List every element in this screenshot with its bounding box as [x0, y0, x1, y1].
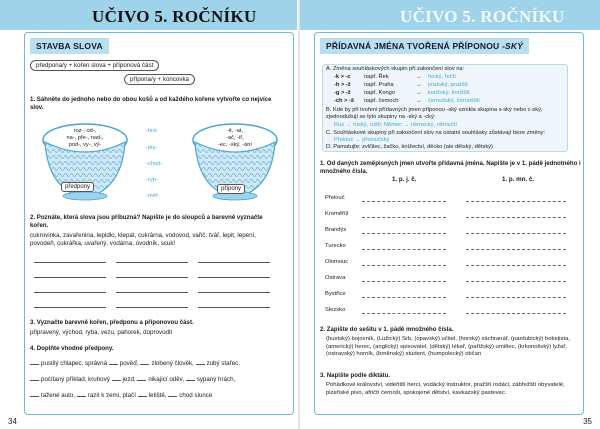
basket-right-words: -it, -at, -ač, -íř, -ec, -ský, -ání — [218, 128, 252, 148]
grammar-rule-c-example: Přelouč → přeloučský — [334, 137, 390, 143]
left-page-number: 34 — [8, 417, 17, 426]
answer-line-plural[interactable] — [466, 281, 566, 282]
grammar-rule-b-example: Rus → ruský, ruští; Němec → německý, němečtí — [334, 122, 457, 128]
right-question-3: 3. Napište podle diktátu. — [320, 372, 391, 379]
right-section-title: PŘÍDAVNÁ JMÉNA TVOŘENÁ PŘÍPONOU -SKÝ — [320, 38, 529, 54]
formula-box-1: předpona/y + kořen slova + příponová část — [30, 60, 159, 71]
left-question-3-words: připravený, východ, ryba, vezu, pahorek, doprovodit — [30, 329, 173, 336]
left-page-title: UČIVO 5. ROČNÍKU — [92, 7, 257, 26]
place-name: Ostrava — [325, 275, 346, 281]
answer-line-plural[interactable] — [466, 249, 566, 250]
grammar-row-4: -ch > -š např. čemoch → černošský, černošští — [334, 98, 480, 104]
root-word-2: -pis- — [146, 145, 158, 151]
left-question-3: 3. Vyznačte barevně kořen, předponu a příponovou část. — [30, 319, 194, 326]
left-question-1: 1. Sáhněte do jednoho nebo do obou košů a od každého kořene vytvořte co nejvíce slov. — [30, 96, 272, 111]
right-question-1: 1. Od daných zeměpisných jmen utvořte přídavná jména. Napište je v 1. pádě jednotného i množného čísla. — [320, 160, 581, 175]
right-page-title: UČIVO 5. ROČNÍKU — [400, 7, 565, 26]
answer-line[interactable] — [116, 262, 188, 263]
left-question-4: 4. Doplňte vhodné předpony. — [30, 345, 114, 352]
fill-prefix-row-3: tažené auto, razit k zemi, ptačí letiště, chod slunce — [30, 392, 292, 400]
answer-line-plural[interactable] — [466, 313, 566, 314]
answer-line[interactable] — [34, 262, 106, 263]
basket-right-tag: přípony — [217, 184, 245, 194]
answer-line[interactable] — [198, 292, 270, 293]
right-question-3-text: Pohádkové království, vidéňští herci, vodácký instruktor, pražští rodáci, zábřežští obyvatelé, plzeňské pivo, afričtí černoši, spokojené dětství, kavkazský pastevec. — [326, 382, 565, 396]
column-header-singular: 1. p. j. č. — [392, 176, 417, 183]
answer-line-plural[interactable] — [466, 265, 566, 266]
left-section-title: STAVBA SLOVA — [30, 38, 109, 54]
answer-line-singular[interactable] — [362, 297, 446, 298]
answer-line-singular[interactable] — [362, 233, 446, 234]
answer-line-singular[interactable] — [362, 313, 446, 314]
root-word-1: -hrá- — [146, 128, 159, 134]
answer-line[interactable] — [198, 277, 270, 278]
answer-line[interactable] — [34, 277, 106, 278]
place-name: Slezsko — [325, 307, 346, 313]
right-page-number: 35 — [583, 417, 592, 426]
answer-line[interactable] — [116, 292, 188, 293]
answer-line-singular[interactable] — [362, 217, 446, 218]
answer-line-plural[interactable] — [466, 297, 566, 298]
grammar-row-3: -g > -ž např. Kongo → konžský, konžští — [334, 90, 470, 96]
place-name: Přelouč — [325, 195, 345, 201]
left-question-2-words: cukrovinka, zavařenina, lepidlo, klepat, cukrárna, vodovod, vařič, tvář, lepit, lepení, povodeň, cukrářka, uvařený, vodárna, úvodník, scuk! — [30, 232, 256, 247]
fill-prefix-row-2: počítaný příklad, kruhový jezd, nikající oděv, sypaný hrách, — [30, 376, 292, 384]
grammar-row-2: -h > -ž např. Praha → pražský, pražští — [334, 82, 468, 88]
answer-line-plural[interactable] — [466, 233, 566, 234]
answer-line-plural[interactable] — [466, 201, 566, 202]
answer-line[interactable] — [116, 307, 188, 308]
answer-line[interactable] — [198, 307, 270, 308]
grammar-rule-a: A. Změna souhláskových skupin při zakončení slov na: — [326, 66, 465, 72]
place-name: Kroměříž — [325, 211, 349, 217]
place-name: Brandýs — [325, 227, 347, 233]
answer-line-singular[interactable] — [362, 249, 446, 250]
answer-line-singular[interactable] — [362, 201, 446, 202]
right-question-2: 2. Zapište do sešitu v 1. pádě množného čísla. — [320, 326, 454, 333]
formula-box-2: přípona/y + koncovka — [124, 74, 195, 85]
place-name: Bystřice — [325, 291, 346, 297]
answer-line-singular[interactable] — [362, 281, 446, 282]
answer-line[interactable] — [198, 262, 270, 263]
place-name: Olomouc — [325, 259, 349, 265]
grammar-rule-d: D. Pamatujte: zvlčilec, žačko, knížectví, děcko (ale dětský, dětský) — [326, 144, 493, 150]
grammar-rule-c: C. Souhláskové skupiny při zakončení slov na ostatní souhlásky zůstávají beze změny: — [326, 130, 546, 136]
grammar-rule-b: B. Kde by při tvoření přídavných jmen příponou -ský vznikla skupina s-ský nebo c-ský, zjednodušují se tyto skupiny na -ský a -cký: — [326, 107, 543, 120]
answer-line[interactable] — [34, 292, 106, 293]
root-word-4: -ryp- — [146, 177, 158, 183]
fill-prefix-row-1: pustilý chlapec, správná pověď, zlobený člověk, zubý stařec, — [30, 360, 292, 368]
basket-left-tag: předpony — [61, 182, 94, 192]
basket-left-words: roz-, od-, na-, pře-, nad-, pod-, vy-, vý- — [66, 128, 104, 148]
answer-line[interactable] — [116, 277, 188, 278]
left-question-2: 2. Poznáte, která slova jsou příbuzná? Napište je do sloupců a barevně vyznačte kořen. — [30, 214, 263, 229]
column-header-plural: 1. p. mn. č. — [502, 176, 534, 183]
place-name: Turecko — [325, 243, 346, 249]
answer-line[interactable] — [34, 307, 106, 308]
answer-line-singular[interactable] — [362, 265, 446, 266]
right-question-2-text: (hustský) bojovník, (Lužický) Srb, (opavský) učitel, (horský) záchranář, (pardubický) hokejista, (americký) herec, (anglický) spisovatel, (dětský) lékař, (pařížský) umělec, (krkonošský) lyžař, (ostravský) horník, (brněnský) student, (humpolecký) občan — [326, 336, 570, 358]
root-word-5: -měř- — [146, 193, 160, 199]
grammar-row-1: -k > -c např. Řek → řecký, řečtí — [334, 74, 456, 80]
answer-line-plural[interactable] — [466, 217, 566, 218]
root-word-3: -chod- — [146, 161, 163, 167]
right-page — [300, 0, 600, 429]
